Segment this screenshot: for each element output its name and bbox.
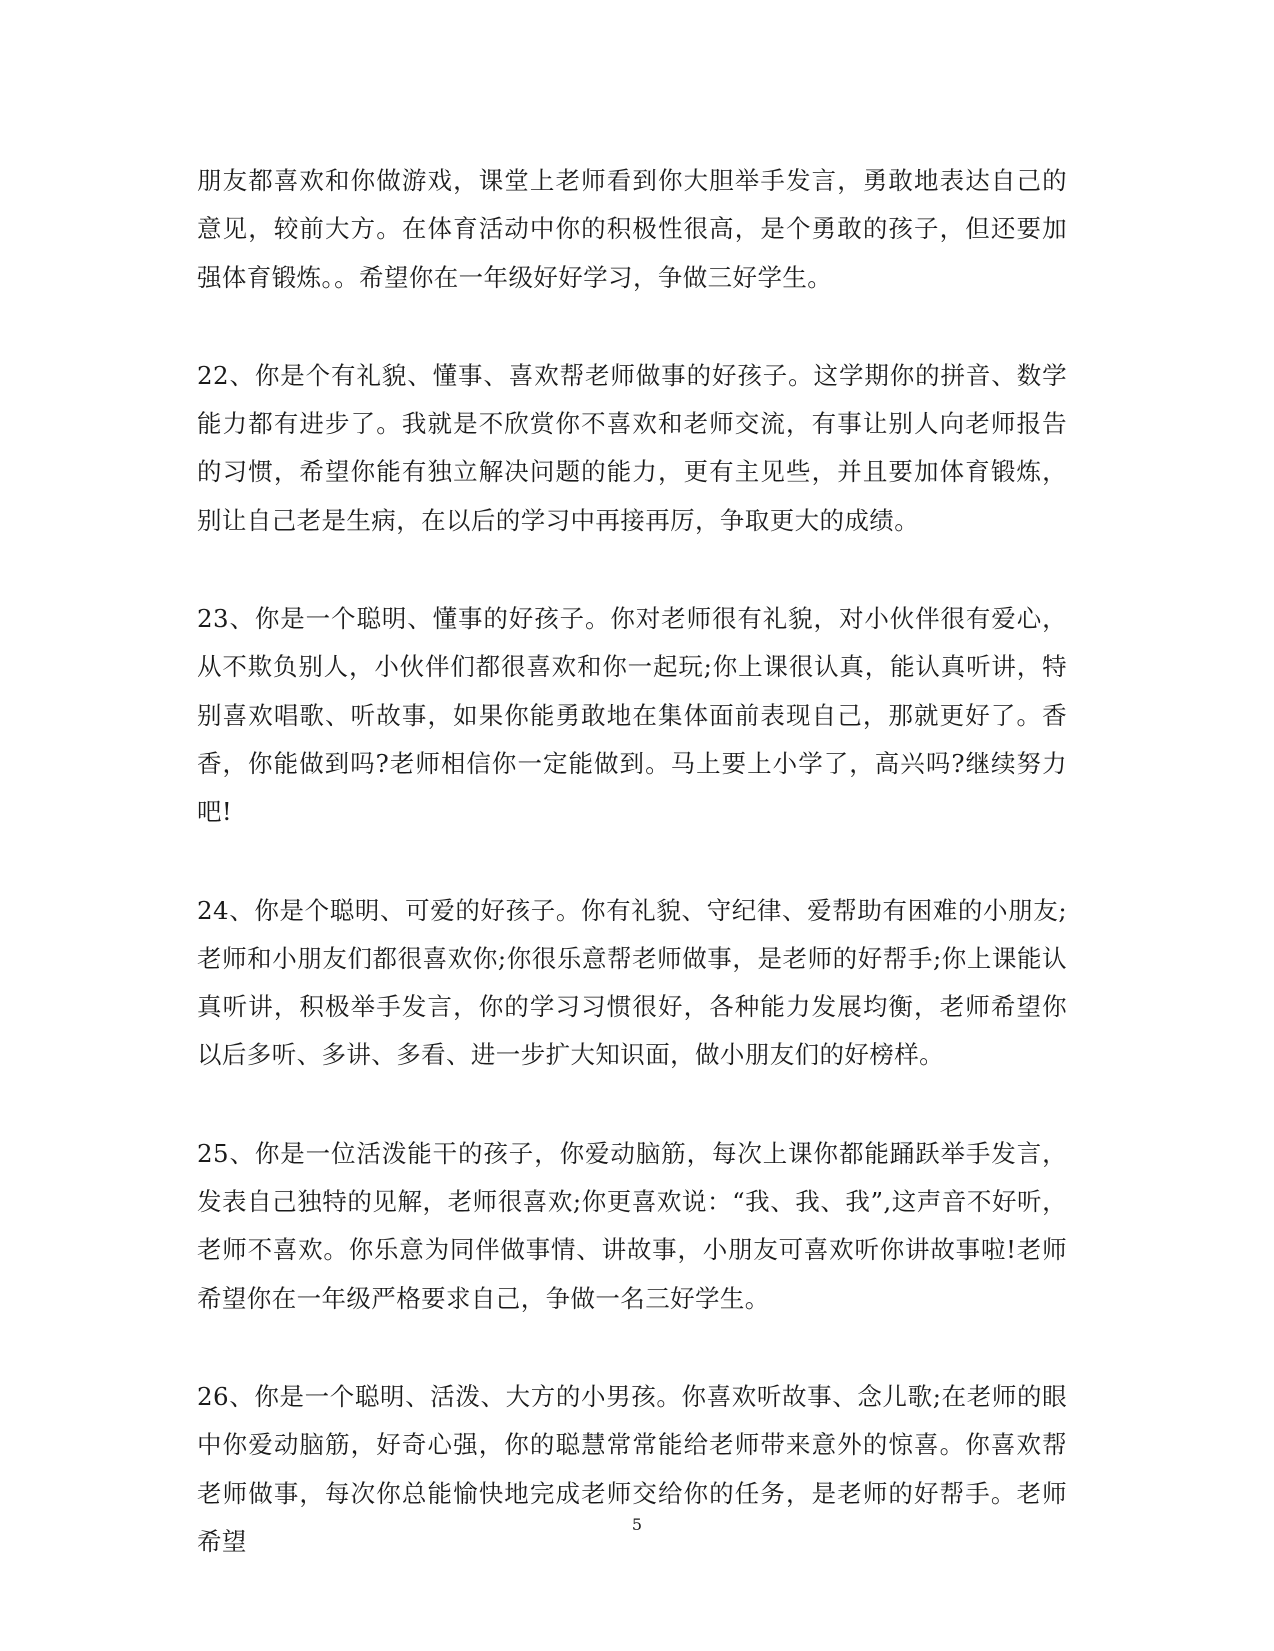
document-body [197,157,1067,1616]
paragraph-26: 26、你是一个聪明、活泼、大方的小男孩。你喜欢听故事、念儿歌;在老师的眼中你爱动脑筋，好奇心强，你的聪慧常常能给老师带来意外的惊喜。你喜欢帮老师做事，每次你总能愉快地完成老师交给你的任务，是老师的好帮手。老师希望 [197,1381,1067,1556]
paragraph-22: 22、你是个有礼貌、懂事、喜欢帮老师做事的好孩子。这学期你的拼音、数学能力都有进步了。我就是不欣赏你不喜欢和老师交流，有事让别人向老师报告的习惯，希望你能有独立解决问题的能力，更有主见些，并且要加体育锻炼，别让自己老是生病，在以后的学习中再接再厉，争取更大的成绩。 [197,360,1067,535]
paragraph-23: 23、你是一个聪明、懂事的好孩子。你对老师很有礼貌，对小伙伴很有爱心，从不欺负别人，小伙伴们都很喜欢和你一起玩;你上课很认真，能认真听讲，特别喜欢唱歌、听故事，如果你能勇敢地在集体面前表现自己，那就更好了。香香，你能做到吗?老师相信你一定能做到。马上要上小学了，高兴吗?继续努力吧! [197,604,1067,827]
paragraph-continued: 朋友都喜欢和你做游戏，课堂上老师看到你大胆举手发言，勇敢地表达自己的意见，较前大方。在体育活动中你的积极性很高，是个勇敢的孩子，但还要加强体育锻炼。。希望你在一年级好好学习，争做三好学生。 [197,166,1067,292]
paragraph-25: 25、你是一位活泼能干的孩子，你爱动脑筋，每次上课你都能踊跃举手发言，发表自己独特的见解，老师很喜欢;你更喜欢说：“我、我、我”,这声音不好听，老师不喜欢。你乐意为同伴做事情、讲故事，小朋友可喜欢听你讲故事啦!老师希望你在一年级严格要求自己，争做一名三好学生。 [197,1138,1067,1313]
page-number: 5 [631,1515,643,1534]
paragraph-24: 24、你是个聪明、可爱的好孩子。你有礼貌、守纪律、爱帮助有困难的小朋友;老师和小朋友们都很喜欢你;你很乐意帮老师做事，是老师的好帮手;你上课能认真听讲，积极举手发言，你的学习习惯很好，各种能力发展均衡，老师希望你以后多听、多讲、多看、进一步扩大知识面，做小朋友们的好榜样。 [197,895,1067,1070]
